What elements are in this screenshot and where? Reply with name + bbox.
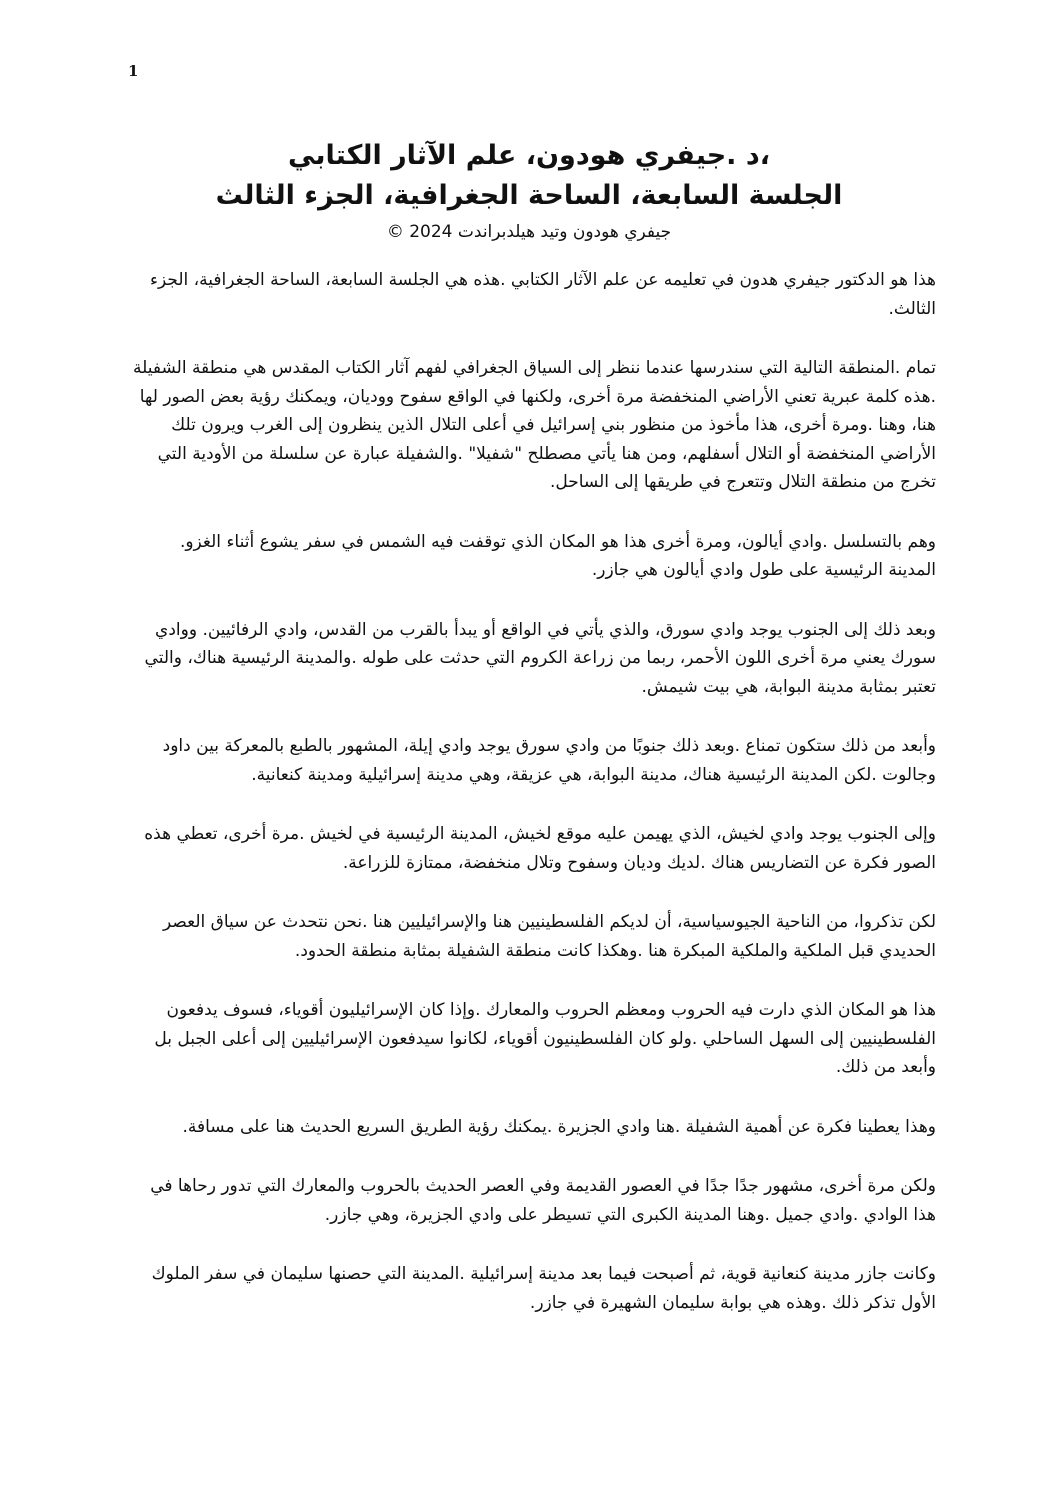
document-body bbox=[130, 266, 936, 1348]
body-paragraph: وأبعد من ذلك ستكون تمناع .وبعد ذلك جنوبًا من وادي سورق يوجد وادي إيلة، المشهور بالطبع بالمعركة بين داود وجالوت .لكن المدينة الرئيسية هناك، مدينة البوابة، هي عزيقة، وهي مدينة إسرائيلية ومدينة كنعانية. bbox=[162, 736, 936, 785]
body-paragraph: وبعد ذلك إلى الجنوب يوجد وادي سورق، والذي يأتي في الواقع أو يبدأ بالقرب من القدس، وادي الرفائيين. ووادي سورك يعني مرة أخرى اللون الأحمر، ربما من زراعة الكروم التي حدثت على طوله .والمدينة الرئيسية هناك، والتي تعتبر بمثابة مدينة البوابة، هي بيت شيمش. bbox=[144, 619, 936, 697]
document-title-line-2: الجلسة السابعة، الساحة الجغرافية، الجزء الثالث bbox=[215, 180, 843, 211]
body-paragraph: هذا هو المكان الذي دارت فيه الحروب ومعظم الحروب والمعارك .وإذا كان الإسرائيليون أقوياء، فسوف يدفعون الفلسطينيين إلى السهل الساحلي .ولو كان الفلسطينيون أقوياء، لكانوا سيدفعون الإسرائيليين إلى أعلى الجبل بل وأبعد من ذلك. bbox=[154, 1000, 936, 1077]
body-paragraph: ولكن مرة أخرى، مشهور جدًا جدًا في العصور القديمة وفي العصر الحديث بالحروب والمعارك التي تدور رحاها في هذا الوادي .وادي جميل .وهنا المدينة الكبرى التي تسيطر على وادي الجزيرة، وهي جازر. bbox=[150, 1176, 936, 1225]
document-header bbox=[120, 136, 938, 247]
body-paragraph: وكانت جازر مدينة كنعانية قوية، ثم أصبحت فيما بعد مدينة إسرائيلية .المدينة التي حصنها سليمان في سفر الملوك الأول تذكر ذلك .وهذه هي بوابة سليمان الشهيرة في جازر. bbox=[151, 1264, 936, 1313]
body-paragraph: وهذا يعطينا فكرة عن أهمية الشفيلة .هنا وادي الجزيرة .يمكنك رؤية الطريق السريع الحديث هنا على مسافة. bbox=[182, 1116, 936, 1137]
document-title-line-1: ،د .جيفري هودون، علم الآثار الكتابي bbox=[288, 140, 770, 171]
body-paragraph: وإلى الجنوب يوجد وادي لخيش، الذي يهيمن عليه موقع لخيش، المدينة الرئيسية في لخيش .مرة أخرى، تعطي هذه الصور فكرة عن التضاريس هناك .لديك وديان وسفوح وتلال منخفضة، ممتازة للزراعة. bbox=[144, 824, 936, 873]
body-paragraph: لكن تذكروا، من الناحية الجيوسياسية، أن لديكم الفلسطينيين هنا والإسرائيليين هنا .نحن نتحدث عن سياق العصر الحديدي قبل الملكية والملكية المبكرة هنا .وهكذا كانت منطقة الشفيلة بمثابة منطقة الحدود. bbox=[163, 912, 936, 961]
body-paragraph: تمام .المنطقة التالية التي سندرسها عندما ننظر إلى السياق الجغرافي لفهم آثار الكتاب المقدس هي منطقة الشفيلة .هذه كلمة عبرية تعني الأراضي المنخفضة مرة أخرى، ولكنها في الواقع سفوح ووديان، ويمكنك رؤية بعض الصور لها هنا، وهنا .ومرة أخرى، هذا مأخوذ من منظور بني إسرائيل في أعلى التلال الذين ينظرون إلى الغرب ويرون تلك الأراضي المنخفضة أو التلال أسفلهم، ومن هنا يأتي مصطلح "شفيلا" .والشفيلة عبارة عن سلسلة من الأودية التي تخرج من منطقة التلال وتتعرج في طريقها إلى الساحل. bbox=[133, 358, 936, 492]
page-number: 1 bbox=[128, 62, 139, 80]
copyright-line: جيفري هودون وتيد هيلدبراندت 2024 © bbox=[386, 222, 672, 242]
body-paragraph: وهم بالتسلسل .وادي أيالون، ومرة أخرى هذا هو المكان الذي توقفت فيه الشمس في سفر يشوع أثناء الغزو. المدينة الرئيسية على طول وادي أيالون هي جازر. bbox=[179, 531, 936, 580]
body-paragraph: هذا هو الدكتور جيفري هدون في تعليمه عن علم الآثار الكتابي .هذه هي الجلسة السابعة، الساحة الجغرافية، الجزء الثالث. bbox=[150, 270, 936, 319]
